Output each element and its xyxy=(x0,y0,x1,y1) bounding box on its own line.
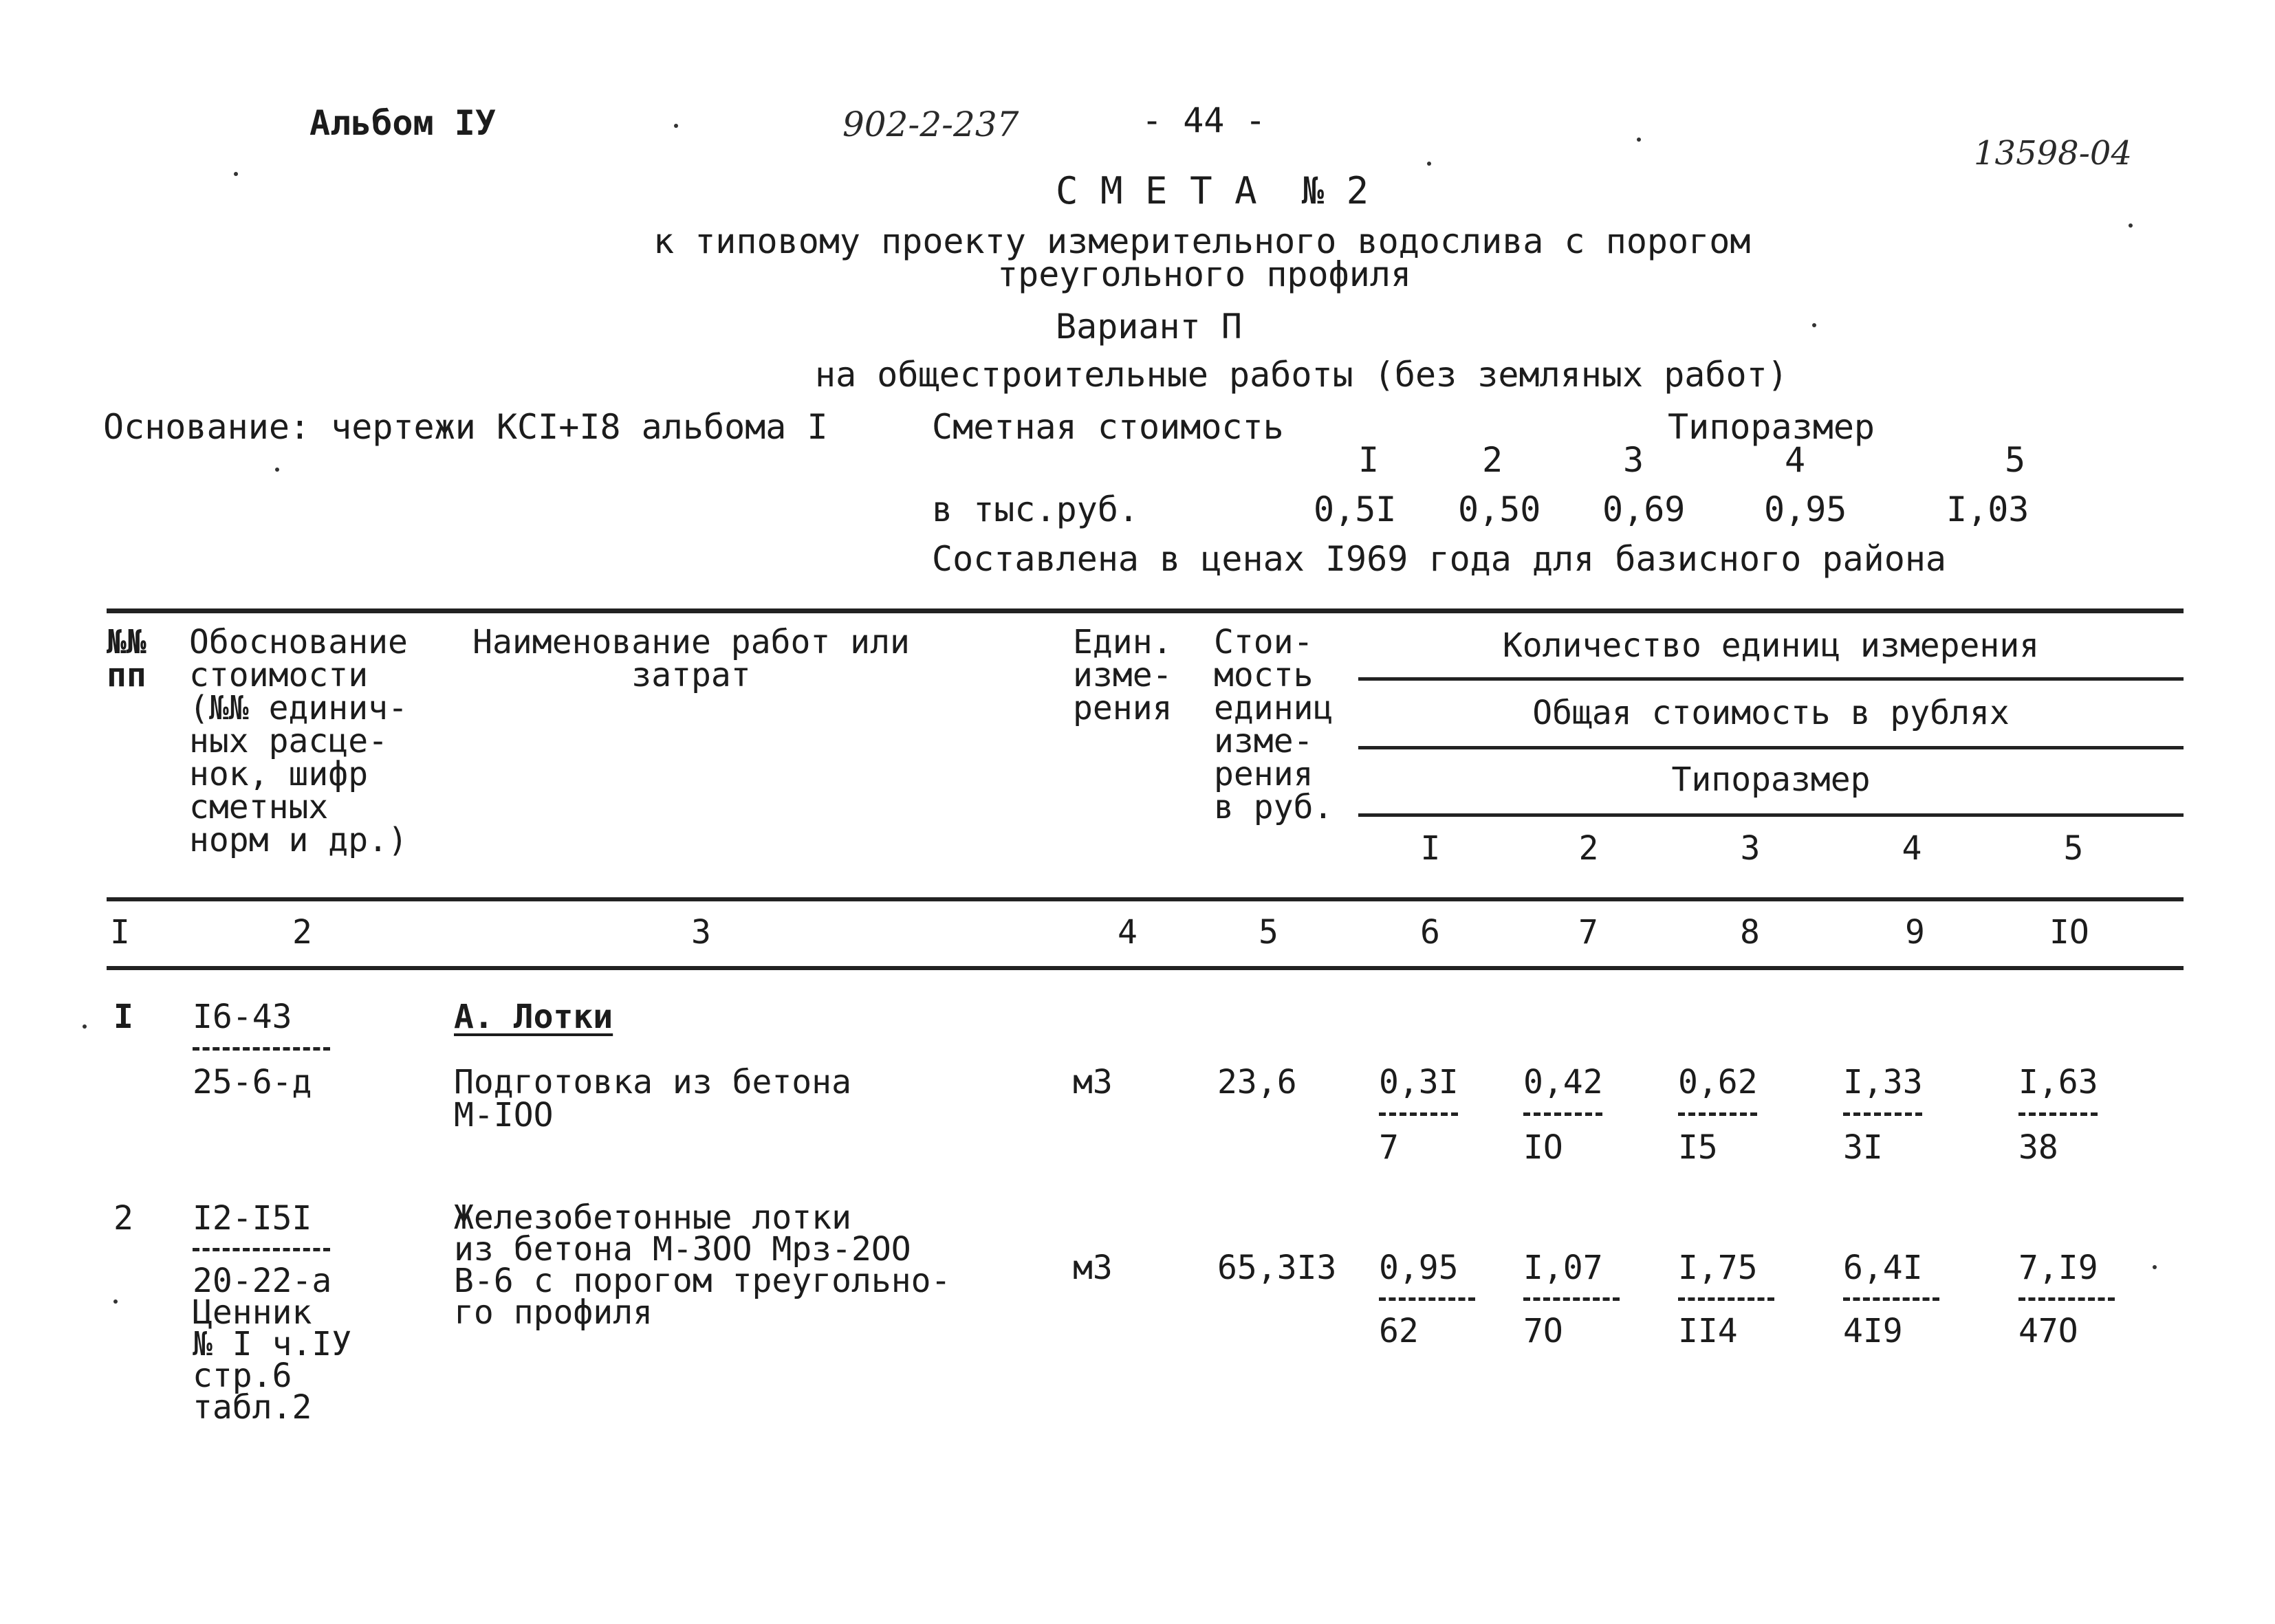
col-head-total-cost: Общая стоимость в рублях xyxy=(1532,694,2010,732)
row1-total-1: 7 xyxy=(1379,1128,1399,1167)
album-label: Альбом IУ xyxy=(309,103,496,143)
scan-speck xyxy=(674,124,678,128)
row1-name: Подготовка из бетона М-IOO xyxy=(454,1063,851,1134)
cost-2: 0,50 xyxy=(1458,490,1541,529)
page-number: - 44 - xyxy=(1142,100,1266,140)
colnum-bottom-rule xyxy=(107,966,2184,970)
size-3: 3 xyxy=(1623,440,1644,480)
row2-qty-3: I,75 xyxy=(1678,1249,1758,1287)
scan-speck xyxy=(113,1299,118,1304)
row2-ref-top: I2-I5I xyxy=(193,1199,312,1238)
row1-fraction-line-2 xyxy=(1523,1112,1602,1116)
col-number-8: 8 xyxy=(1740,913,1760,952)
col-number-2: 2 xyxy=(292,913,312,952)
row1-qty-3: 0,62 xyxy=(1678,1063,1758,1101)
col-head-num: №№ пп xyxy=(107,623,146,694)
row2-num: 2 xyxy=(113,1199,133,1238)
col-head-unit: Един. изме- рения xyxy=(1073,623,1173,727)
cost-5: I,03 xyxy=(1946,490,2029,529)
row2-qty-1: 0,95 xyxy=(1379,1249,1459,1287)
scan-speck xyxy=(234,172,238,176)
row2-unit: м3 xyxy=(1073,1249,1113,1287)
col-head-quantity: Количество единиц измерения xyxy=(1502,626,2040,665)
row1-ref-top: I6-43 xyxy=(193,998,292,1036)
scan-speck xyxy=(1637,138,1641,142)
row2-total-2: 7O xyxy=(1523,1312,1563,1350)
row2-total-3: II4 xyxy=(1678,1312,1738,1350)
row2-fraction-line-2 xyxy=(1523,1297,1620,1301)
row2-price: 65,3I3 xyxy=(1217,1249,1337,1287)
col-number-3: 3 xyxy=(691,913,711,952)
row2-total-5: 47O xyxy=(2018,1312,2078,1350)
row1-qty-1: 0,3I xyxy=(1379,1063,1459,1101)
col-head-basis: Обоснование стоимости (№№ единич- ных расце- нок, шифр сметных норм и др.) xyxy=(189,623,408,859)
cost-3: 0,69 xyxy=(1602,490,1686,529)
total-header-rule xyxy=(1358,746,2184,749)
row1-fraction-line-5 xyxy=(2018,1112,2098,1116)
size-col-1: I xyxy=(1420,829,1441,868)
table-top-rule xyxy=(107,608,2184,613)
cost-1: 0,5I xyxy=(1314,490,1397,529)
row1-total-3: I5 xyxy=(1678,1128,1718,1167)
row1-num: I xyxy=(113,998,133,1036)
size-col-4: 4 xyxy=(1902,829,1922,868)
header-bottom-rule xyxy=(107,897,2184,901)
row1-total-4: 3I xyxy=(1843,1128,1883,1167)
scan-speck xyxy=(83,1024,87,1029)
row1-qty-5: I,63 xyxy=(2018,1063,2098,1101)
size-4: 4 xyxy=(1785,440,1806,480)
section-title: А. Лотки xyxy=(454,998,613,1036)
cost-4: 0,95 xyxy=(1764,490,1847,529)
row2-fraction-line-5 xyxy=(2018,1297,2115,1301)
row1-qty-2: 0,42 xyxy=(1523,1063,1603,1101)
row2-name: Железобетонные лотки из бетона М-3ОО Мрз-2ОО В-6 с порогом треугольно- го профиля xyxy=(454,1198,951,1332)
col-number-5: 5 xyxy=(1259,913,1278,952)
prices-note: Составлена в ценах I969 года для базисного района xyxy=(932,539,1947,579)
basis-label: Основание: чертежи КСI+I8 альбома I xyxy=(103,407,828,447)
row1-qty-4: I,33 xyxy=(1843,1063,1923,1101)
document-subtitle-line1: к типовому проекту измерительного водослива с порогом xyxy=(653,221,1751,261)
row1-fraction-line-1 xyxy=(1379,1112,1458,1116)
scan-speck xyxy=(2153,1265,2157,1269)
size-1: I xyxy=(1358,440,1380,480)
row1-ref-bottom: 25-6-д xyxy=(193,1063,312,1101)
row1-ref-fraction-line xyxy=(193,1047,330,1051)
scan-speck xyxy=(1812,323,1816,327)
col-head-name: Наименование работ или затрат xyxy=(472,623,910,694)
row2-qty-2: I,07 xyxy=(1523,1249,1603,1287)
col-head-price: Стои- мость единиц изме- рения в руб. xyxy=(1214,623,1334,826)
cost-label: Сметная стоимость xyxy=(932,407,1284,447)
col-number-9: 9 xyxy=(1905,913,1925,952)
row2-fraction-line-3 xyxy=(1678,1297,1774,1301)
row1-price: 23,6 xyxy=(1217,1063,1297,1101)
row2-ref-fraction-line xyxy=(193,1248,330,1251)
col-number-10: IO xyxy=(2049,913,2089,952)
scope-label: на общестроительные работы (без земляных работ) xyxy=(815,355,1788,395)
row1-fraction-line-4 xyxy=(1843,1112,1922,1116)
row1-total-5: 38 xyxy=(2018,1128,2058,1167)
document-stamp: 13598-04 xyxy=(1974,134,2132,173)
qty-header-rule xyxy=(1358,677,2184,681)
row1-unit: м3 xyxy=(1073,1063,1113,1101)
scan-speck xyxy=(275,468,279,472)
cost-unit: в тыс.руб. xyxy=(932,490,1140,529)
scan-speck xyxy=(2129,223,2133,228)
row2-total-1: 62 xyxy=(1379,1312,1419,1350)
col-number-1: I xyxy=(110,913,130,952)
col-head-typesize: Типоразмер xyxy=(1671,760,1871,799)
project-code: 902-2-237 xyxy=(842,105,1019,144)
row1-total-2: IO xyxy=(1523,1128,1563,1167)
size-col-2: 2 xyxy=(1578,829,1599,868)
row2-ref-bottom: 20-22-а Ценник № I ч.IУ стр.6 табл.2 xyxy=(193,1262,352,1427)
variant-label: Вариант П xyxy=(1056,307,1242,347)
document-title: С М Е Т А № 2 xyxy=(1056,169,1369,212)
row2-fraction-line-1 xyxy=(1379,1297,1475,1301)
col-number-4: 4 xyxy=(1118,913,1138,952)
size-col-3: 3 xyxy=(1740,829,1761,868)
col-number-6: 6 xyxy=(1420,913,1440,952)
row1-fraction-line-3 xyxy=(1678,1112,1757,1116)
scan-speck xyxy=(1427,162,1431,166)
col-number-7: 7 xyxy=(1578,913,1598,952)
row2-qty-5: 7,I9 xyxy=(2018,1249,2098,1287)
size-header-rule xyxy=(1358,813,2184,817)
size-5: 5 xyxy=(2005,440,2026,480)
size-2: 2 xyxy=(1482,440,1503,480)
size-col-5: 5 xyxy=(2063,829,2084,868)
row2-fraction-line-4 xyxy=(1843,1297,1939,1301)
row2-total-4: 4I9 xyxy=(1843,1312,1903,1350)
document-subtitle-line2: треугольного профиля xyxy=(997,254,1412,294)
row2-qty-4: 6,4I xyxy=(1843,1249,1923,1287)
typesize-label: Типоразмер xyxy=(1668,407,1875,447)
